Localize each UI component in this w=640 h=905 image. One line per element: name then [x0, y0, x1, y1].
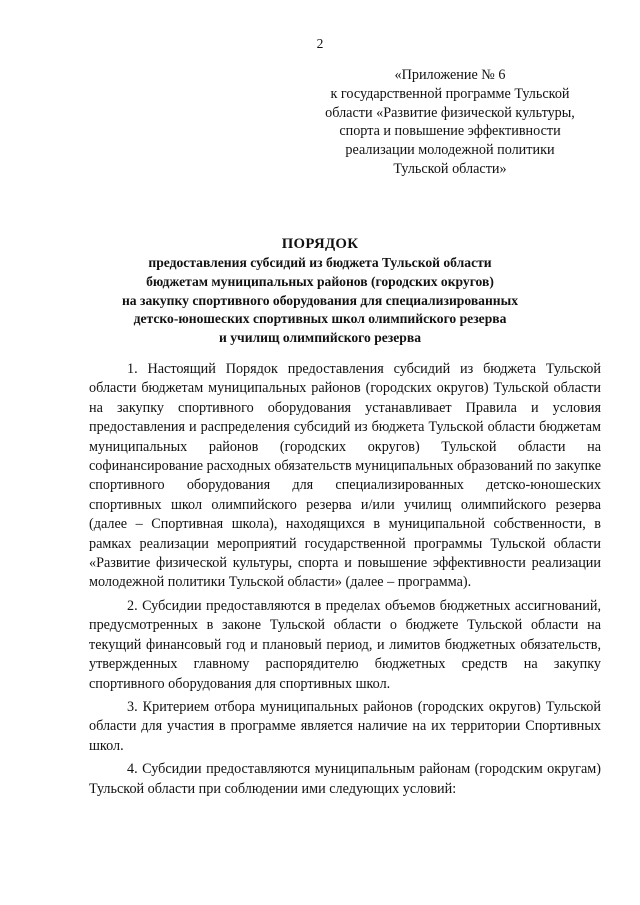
paragraph-2: 2. Субсидии предоставляются в пределах объемов бюджетных ассигнований, предусмотренных в законе Тульской области о бюджете Тульской области на текущий финансовый год и плановый период, и лимитов бюджетных обязательств, утвержденных главному распорядителю бюджетных средств на закупку спортивного оборудования для спортивных школ.	[89, 597, 601, 692]
title-line: детско-юношеских спортивных школ олимпийского резерва	[133, 311, 507, 327]
document-body	[89, 360, 601, 803]
title-line: бюджетам муниципальных районов (городских округов)	[146, 273, 494, 289]
appendix-header	[300, 66, 600, 179]
appendix-line: спорта и повышение эффективности	[339, 123, 561, 140]
appendix-line: области «Развитие физической культуры,	[325, 104, 575, 121]
appendix-line: «Приложение № 6	[394, 67, 506, 83]
title-line: и училищ олимпийского резерва	[219, 330, 421, 346]
paragraph-4: 4. Субсидии предоставляются муниципальным районам (городским округам) Тульской области при соблюдении ими следующих условий:	[89, 761, 601, 797]
page-number: 2	[316, 36, 324, 51]
appendix-line: Тульской области»	[393, 160, 507, 177]
title-heading: ПОРЯДОК	[281, 236, 359, 252]
paragraph-1: 1. Настоящий Порядок предоставления субсидий из бюджета Тульской области бюджетам муниципальных районов (городских округов) Тульской области на закупку спортивного оборудования устанавливает Правила и условия предоставления и распределения субсидий из бюджета Тульской области бюджетам муниципальных районов (городских округов) Тульской области на софинансирование расходных обязательств муниципальных образований по закупке спортивного оборудования для специализированных детско-юношеских спортивных школ олимпийского резерва и/или училищ олимпийского резерва (далее – Спортивная школа), находящихся в муниципальной собственности, в рамках реализации мероприятий государственной программы Тульской области «Развитие физической культуры, спорта и повышение эффективности реализации молодежной политики Тульской области» (далее – программа).	[89, 361, 601, 591]
title-line: предоставления субсидий из бюджета Тульской области	[148, 255, 492, 270]
appendix-line: к государственной программе Тульской	[330, 85, 570, 102]
appendix-line: реализации молодежной политики	[345, 142, 555, 159]
document-title	[80, 234, 560, 348]
paragraph-3: 3. Критерием отбора муниципальных районов (городских округов) Тульской области для участия в программе является наличие на их территории Спортивных школ.	[89, 698, 601, 754]
title-line: на закупку спортивного оборудования для специализированных	[121, 292, 519, 308]
